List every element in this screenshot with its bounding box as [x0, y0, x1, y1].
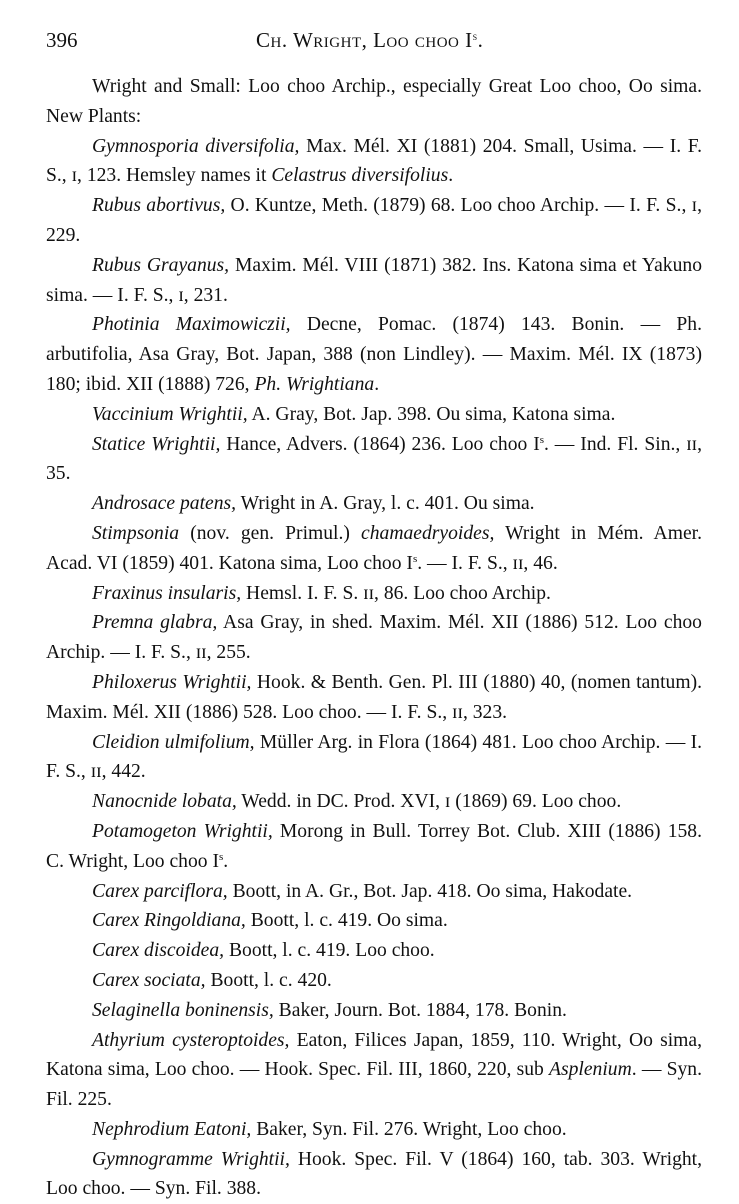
species-entry — [46, 906, 702, 936]
species-entry — [46, 251, 702, 311]
entry-text: s — [539, 433, 544, 446]
species-entry — [46, 132, 702, 192]
entry-text: . — [448, 165, 454, 187]
entry-text: Wright in Mém. Amer. Acad. VI (1859) 401. Katona sima, Loo choo I — [46, 522, 702, 574]
entry-text: Maxim. Mél. VIII (1871) 382. Ins. Katona sima et Yakuno sima. — I. F. S., ɪ, 231. — [46, 254, 702, 306]
species-name: Celastrus diversifolius — [271, 165, 449, 187]
entry-text: Boott, l. c. 419. Oo sima. — [245, 910, 448, 932]
species-name: Ph. Wrightiana — [254, 373, 375, 395]
entry-text: O. Kuntze, Meth. (1879) 68. Loo choo Archip. — I. F. S., ɪ, 229. — [46, 195, 702, 246]
entry-text: Decne, Pomac. (1874) 143. Bonin. — Ph. arbutifolia, Asa Gray, Bot. Japan, 388 (non Lindley). — Maxim. Mél. IX (1873) 180; ibid. XII (1888) 726, — [46, 314, 703, 395]
entry-text: Müller Arg. in Flora (1864) 481. Loo choo Archip. — I. F. S., ɪɪ, 442. — [46, 731, 702, 783]
entry-text: Wedd. in DC. Prod. XVI, ɪ (1869) 69. Loo choo. — [236, 791, 622, 813]
species-entry — [46, 966, 702, 996]
species-name: Nanocnide lobata, — [92, 791, 237, 813]
species-entry — [46, 1115, 702, 1145]
entry-text: Wright and Small: Loo choo Archip., especially Great Loo choo, Oo sima. New Plants: — [46, 76, 702, 127]
species-entry — [46, 877, 702, 907]
species-entry — [46, 430, 702, 490]
species-entry — [46, 787, 702, 817]
species-name: Carex Ringoldiana, — [92, 910, 246, 932]
entry-text: Wright in A. Gray, l. c. 401. Ou sima. — [236, 493, 535, 515]
species-entry — [46, 579, 702, 609]
entry-text: Hance, Advers. (1864) 236. Loo choo I — [220, 433, 540, 455]
entry-text: . — I. F. S., ɪɪ, 46. — [417, 552, 558, 574]
page-number: 396 — [46, 28, 78, 52]
species-name: Gymnogramme Wrightii, — [92, 1148, 290, 1170]
species-entry — [46, 72, 702, 132]
document-body — [46, 72, 702, 1204]
entry-text: Baker, Journ. Bot. 1884, 178. Bonin. — [273, 999, 567, 1021]
entry-text: . — [374, 373, 380, 395]
species-name: Carex parciflora, — [92, 880, 228, 902]
species-entry — [46, 608, 702, 668]
species-name: Cleidion ulmifolium, — [92, 731, 255, 753]
entry-text: (nov. gen. Primul.) — [179, 522, 362, 544]
species-entry — [46, 1145, 702, 1204]
entry-text: Hook. Spec. Fil. V (1864) 160, tab. 303. Wright, Loo choo. — Syn. Fil. 388. — [46, 1148, 703, 1200]
species-name: Statice Wrightii, — [92, 433, 221, 455]
species-name: Androsace patens, — [92, 493, 237, 515]
species-name: Asplenium — [549, 1059, 632, 1081]
species-name: Nephrodium Eatoni, — [92, 1118, 252, 1140]
species-entry — [46, 817, 702, 877]
species-entry — [46, 400, 702, 430]
running-title: Ch. Wright, Loo choo $I^s$. — [256, 28, 484, 52]
entry-text: s — [412, 552, 418, 565]
entry-text: A. Gray, Bot. Jap. 398. Ou sima, Katona sima. — [247, 403, 616, 425]
entry-text: . — Ind. Fl. Sin., ɪɪ, 35. — [46, 433, 702, 485]
entry-text: Max. Mél. XI (1881) 204. Small, Usima. — I. F. S., ɪ, 123. Hemsley names it — [46, 135, 702, 187]
species-name: Carex discoidea, — [92, 940, 225, 962]
entry-text: Baker, Syn. Fil. 276. Wright, Loo choo. — [251, 1118, 567, 1140]
species-name: Fraxinus insularis, — [92, 582, 242, 604]
species-name: Vaccinium Wrightii, — [92, 403, 248, 425]
species-entry — [46, 310, 702, 399]
species-entry — [46, 996, 702, 1026]
entry-text: Boott, in A. Gr., Bot. Jap. 418. Oo sima, Hakodate. — [227, 880, 633, 902]
species-name: Potamogeton Wrightii, — [92, 820, 273, 842]
species-entry — [46, 191, 702, 251]
species-entry — [46, 519, 702, 579]
entry-text: Eaton, Filices Japan, 1859, 110. Wright, Oo sima, Katona sima, Loo choo. — Hook. Spec. Fil. III, 1860, 220, sub — [46, 1029, 702, 1081]
species-entry — [46, 668, 702, 728]
species-name: Premna glabra, — [92, 612, 218, 634]
species-entry — [46, 1026, 702, 1115]
page-header — [46, 28, 699, 58]
species-entry — [46, 489, 702, 519]
entry-text: Asa Gray, in shed. Maxim. Mél. XII (1886) 512. Loo choo Archip. — I. F. S., ɪɪ, 255. — [46, 612, 702, 664]
entry-text: Boott, l. c. 419. Loo choo. — [224, 940, 435, 962]
species-name: Selaginella boninensis, — [92, 999, 274, 1021]
species-name: Carex sociata, — [92, 969, 206, 991]
entry-text: Hemsl. I. F. S. ɪɪ, 86. Loo choo Archip. — [241, 582, 551, 604]
entry-text: s — [219, 850, 224, 863]
species-name: Rubus abortivus, — [92, 195, 226, 217]
species-entry — [46, 728, 702, 788]
species-entry — [46, 936, 702, 966]
species-name: Athyrium cysteroptoides, — [92, 1029, 290, 1051]
species-name: chamaedryoides, — [361, 522, 495, 544]
species-name: Gymnosporia diversifolia, — [92, 135, 300, 157]
entry-text: Boott, l. c. 420. — [205, 969, 332, 991]
entry-text: Morong in Bull. Torrey Bot. Club. XIII (1886) 158. C. Wright, Loo choo I — [46, 820, 702, 872]
species-name: Philoxerus Wrightii, — [92, 671, 252, 693]
entry-text: . — [223, 850, 229, 872]
species-name: Rubus Grayanus, — [92, 254, 230, 276]
entry-text: . — Syn. Fil. 225. — [46, 1059, 702, 1111]
species-name: Photinia Maximowiczii, — [92, 314, 291, 336]
species-name: Stimpsonia — [92, 522, 180, 544]
entry-text: Hook. & Benth. Gen. Pl. III (1880) 40, (nomen tantum). Maxim. Mél. XII (1886) 528. Loo choo. — I. F. S., ɪɪ, 323. — [46, 671, 702, 723]
